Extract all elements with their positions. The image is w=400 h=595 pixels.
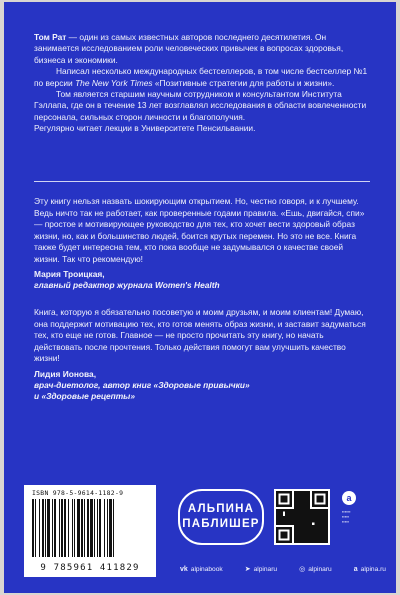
instagram-icon: ◎ (299, 566, 306, 573)
role-text: главный редактор журнала (34, 280, 155, 290)
magazine-title: Women's Health (154, 280, 220, 290)
bio-paragraph-4: Регулярно читает лекции в Университете Пенсильвании. (34, 123, 256, 134)
alpina-store-icon: a (342, 491, 356, 505)
qr-code (274, 489, 330, 545)
review-signature (34, 269, 370, 291)
social-site[interactable]: a alpina.ru (353, 565, 386, 573)
store-fineprint: ▪▪▪▪▪▪ ▪▪▪▪▪ ▪▪▪▪▪ (342, 509, 351, 524)
bio-paragraph-3: Том является старшим научным сотрудником и консультантом Института Гэллапа, где он в течение 13 лет возглавлял исследования в области вовлеченности персонала, сильных сторон личности и благополучия. (34, 89, 367, 122)
reviewer-role (34, 280, 370, 291)
bio-paragraph-2 (34, 66, 370, 89)
store-badge (342, 491, 382, 524)
author-bio (34, 32, 370, 135)
bio-text: «Позитивные стратегии для работы и жизни». (152, 77, 335, 88)
social-links (180, 565, 386, 573)
publisher-line-1: АЛЬПИНА (187, 503, 255, 515)
social-vk[interactable]: vk alpinabook (180, 565, 223, 573)
reviews (34, 196, 370, 402)
nyt-title: The New York Times (75, 77, 153, 88)
review-signature (34, 369, 370, 402)
book-back-cover (4, 2, 396, 593)
reviewer-role-2: и «Здоровые рецепты» (34, 390, 135, 401)
isbn-barcode (24, 485, 156, 577)
reviewer-name: Лидия Ионова, (34, 368, 97, 379)
alpina-site-icon: a (353, 565, 358, 573)
barcode-bars (32, 499, 148, 557)
bio-text: Написал несколько международных бестселлеров, в том числе бестселлер №1 по версии (34, 66, 368, 88)
social-telegram[interactable]: ➤ alpinaru (244, 565, 278, 573)
bio-text: — один из самых известных авторов последнего десятилетия. Он занимается исследованием роли человеческих привычек в вопросах здоровья, бизнеса и экономики. (34, 32, 344, 65)
isbn-number: ISBN 978-5-9614-1182-9 (32, 489, 124, 497)
cover-footer (4, 481, 396, 593)
publisher-line-2: ПАБЛИШЕР (182, 518, 260, 530)
author-name: Том Рат (34, 32, 67, 42)
qr-code-icon (274, 489, 338, 545)
ean-digits: 9 785961 411829 (40, 563, 140, 573)
review-text: Книга, которую я обязательно посоветую и моим друзьям, и моим клиентам! Думаю, она поддержит мотивацию тех, кто готов менять образ жизни, и заставит задуматься тех, кто еще не готов. Главное — не просто прочитать эту книгу, но начать действовать после прочтения. Только действия помогут вам улучшить качество жизни! (34, 307, 366, 363)
telegram-icon: ➤ (244, 566, 251, 573)
bio-paragraph-1 (34, 32, 370, 66)
publisher-logo (178, 489, 264, 545)
reviewer-role-1: врач-диетолог, автор книг «Здоровые привычки» (34, 379, 250, 390)
reviewer-name: Мария Троицкая, (34, 269, 105, 279)
divider-line (34, 181, 370, 182)
review-troitskaya (34, 196, 370, 291)
review-text: Эту книгу нельзя назвать шокирующим открытием. Но, честно говоря, и к лучшему. Ведь ничто так не работает, как проверенные годами правила. «Ешь, двигайся, спи» — простое и мотивирующее руководство для тех, кто хочет вести здоровый образ жизни, но, как и большинство людей, боится крутых перемен. Но это не все. Книга также будет интересна тем, кто пока вообще не задумывался о качестве своей жизни. Так что рекомендую! (34, 196, 365, 264)
review-ionova (34, 307, 370, 402)
vk-icon: vk (180, 565, 188, 573)
social-instagram[interactable]: ◎ alpinaru (299, 565, 332, 573)
